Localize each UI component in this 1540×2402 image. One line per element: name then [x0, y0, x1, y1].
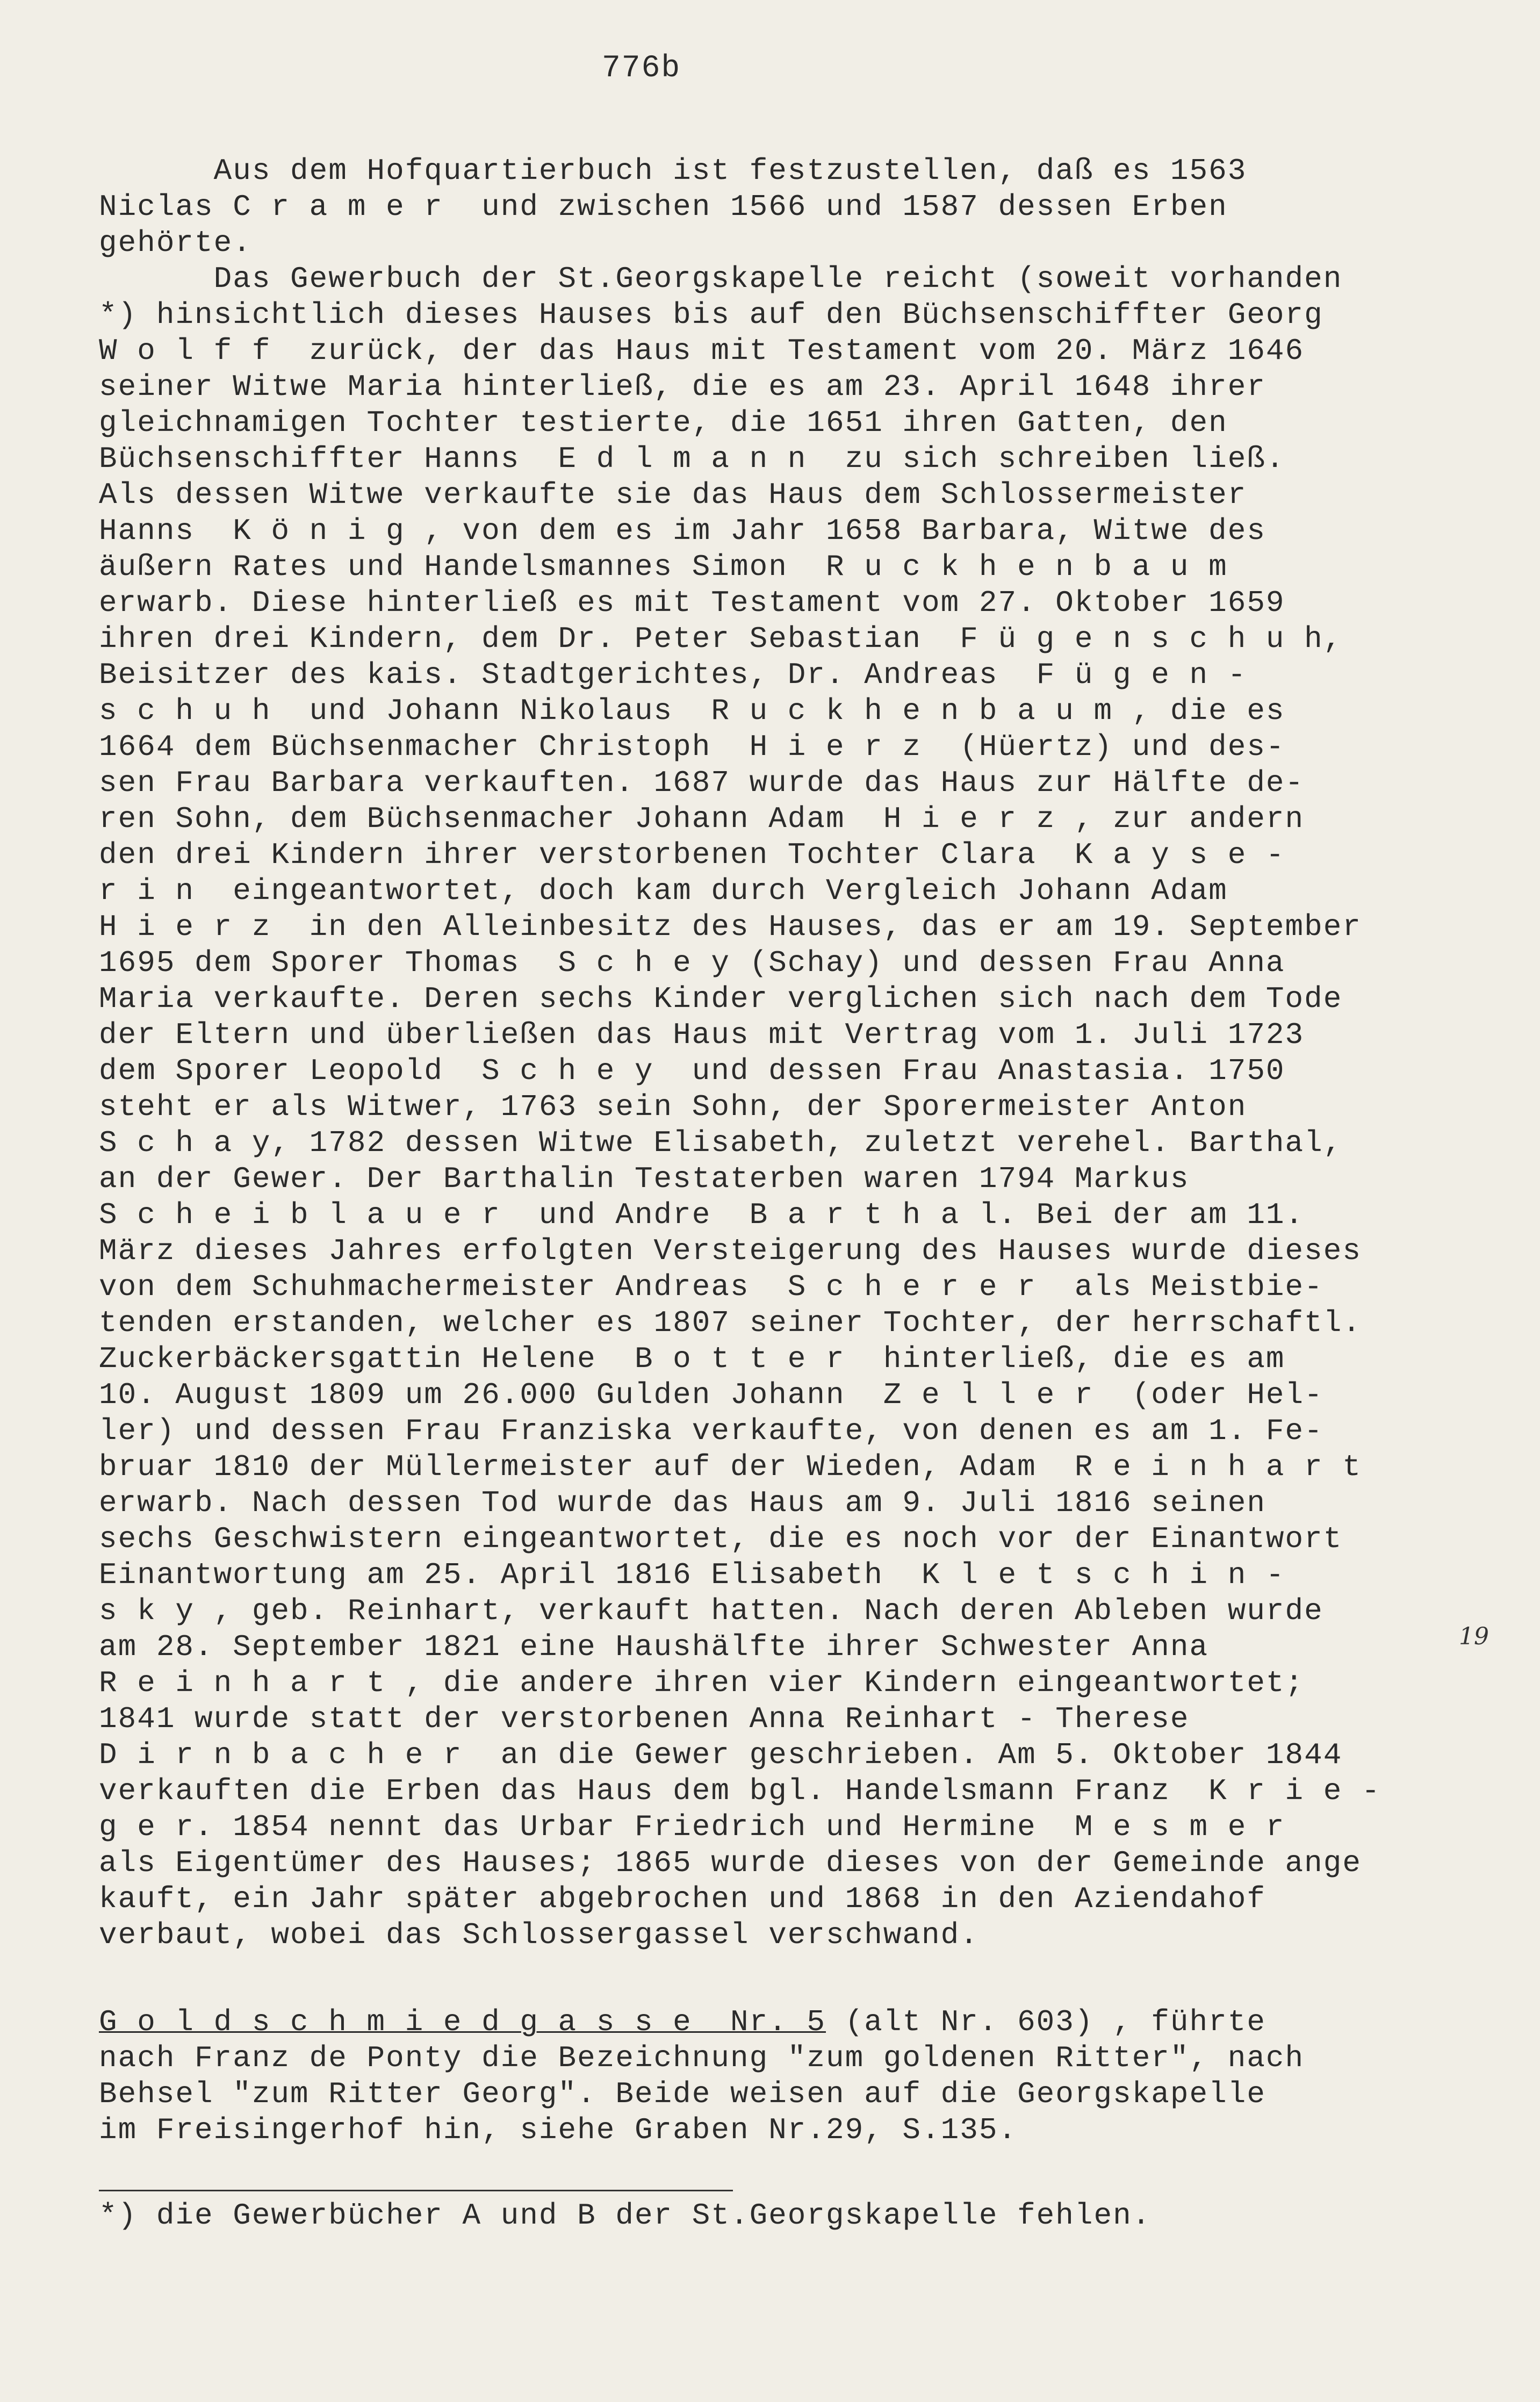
text-line: kauft, ein Jahr später abgebrochen und 1868 in den Aziendahof: [99, 1882, 1266, 1916]
text-line: am 28. September 1821 eine Haushälfte ihrer Schwester Anna: [99, 1630, 1209, 1664]
text-line: *) hinsichtlich dieses Hauses bis auf den Büchsenschiffter Georg: [99, 298, 1323, 332]
text-line: ihren drei Kindern, dem Dr. Peter Sebastian F ü g e n s c h u h,: [99, 622, 1343, 656]
text-line: Behsel "zum Ritter Georg". Beide weisen auf die Georgskapelle: [99, 2077, 1266, 2111]
text-line: D i r n b a c h e r an die Gewer geschrieben. Am 5. Oktober 1844: [99, 1738, 1343, 1772]
text-line: der Eltern und überließen das Haus mit Vertrag vom 1. Juli 1723: [99, 1018, 1305, 1052]
text-line: äußern Rates und Handelsmannes Simon R u c k h e n b a u m: [99, 550, 1228, 584]
text-line: s k y , geb. Reinhart, verkauft hatten. Nach deren Ableben wurde: [99, 1594, 1323, 1628]
text-line: Beisitzer des kais. Stadtgerichtes, Dr. Andreas F ü g e n -: [99, 658, 1247, 692]
page-number: 776b: [602, 51, 681, 86]
text-line: im Freisingerhof hin, siehe Graben Nr.29, S.135.: [99, 2113, 1018, 2147]
text-line: ren Sohn, dem Büchsenmacher Johann Adam H i e r z , zur andern: [99, 802, 1305, 836]
text-line: r i n eingeantwortet, doch kam durch Vergleich Johann Adam: [99, 874, 1228, 908]
text-line: Aus dem Hofquartierbuch ist festzustellen, daß es 1563: [99, 154, 1247, 188]
text-line: dem Sporer Leopold S c h e y und dessen Frau Anastasia. 1750: [99, 1054, 1285, 1088]
text-line: März dieses Jahres erfolgten Versteigerung des Hauses wurde dieses: [99, 1234, 1362, 1268]
text-line: sechs Geschwistern eingeantwortet, die es noch vor der Einantwort: [99, 1522, 1343, 1556]
text-line: Als dessen Witwe verkaufte sie das Haus dem Schlossermeister: [99, 478, 1247, 512]
text-line: g e r. 1854 nennt das Urbar Friedrich und Hermine M e s m e r: [99, 1810, 1285, 1844]
text-line: verkauften die Erben das Haus dem bgl. Handelsmann Franz K r i e -: [99, 1774, 1381, 1808]
footnote-text: *) die Gewerbücher A und B der St.Georgskapelle fehlen.: [99, 2198, 1152, 2233]
text-line: nach Franz de Ponty die Bezeichnung "zum goldenen Ritter", nach: [99, 2041, 1305, 2075]
text-line: von dem Schuhmachermeister Andreas S c h e r e r als Meistbie-: [99, 1270, 1323, 1304]
text-line: gehörte.: [99, 226, 252, 260]
text-line: Niclas C r a m e r und zwischen 1566 und 1587 dessen Erben: [99, 190, 1228, 224]
text-line: Das Gewerbuch der St.Georgskapelle reicht (soweit vorhanden: [99, 262, 1343, 296]
text-line: Einantwortung am 25. April 1816 Elisabeth K l e t s c h i n -: [99, 1558, 1285, 1592]
text-line: bruar 1810 der Müllermeister auf der Wieden, Adam R e i n h a r t: [99, 1450, 1362, 1484]
text-line: erwarb. Diese hinterließ es mit Testament vom 27. Oktober 1659: [99, 586, 1285, 620]
handwritten-footnote-mark: 19: [1459, 1623, 1489, 1650]
text-line: erwarb. Nach dessen Tod wurde das Haus am 9. Juli 1816 seinen: [99, 1486, 1266, 1520]
body-paragraph-2: [99, 2004, 1517, 2148]
text-line: R e i n h a r t , die andere ihren vier Kindern eingeantwortet;: [99, 1666, 1305, 1700]
footnote-separator: [99, 2190, 733, 2191]
text-line: G o l d s c h m i e d g a s s e Nr. 5 (alt Nr. 603) , führte: [99, 2005, 1266, 2039]
text-line: Büchsenschiffter Hanns E d l m a n n zu sich schreiben ließ.: [99, 442, 1285, 476]
text-line: W o l f f zurück, der das Haus mit Testament vom 20. März 1646: [99, 334, 1305, 368]
text-line: Zuckerbäckersgattin Helene B o t t e r hinterließ, die es am: [99, 1342, 1285, 1376]
text-line: Maria verkaufte. Deren sechs Kinder verglichen sich nach dem Tode: [99, 982, 1343, 1016]
text-line: S c h e i b l a u e r und Andre B a r t h a l. Bei der am 11.: [99, 1198, 1305, 1232]
text-line: verbaut, wobei das Schlossergassel verschwand.: [99, 1918, 979, 1952]
text-line: gleichnamigen Tochter testierte, die 1651 ihren Gatten, den: [99, 406, 1228, 440]
text-line: als Eigentümer des Hauses; 1865 wurde dieses von der Gemeinde ange: [99, 1846, 1362, 1880]
text-line: seiner Witwe Maria hinterließ, die es am 23. April 1648 ihrer: [99, 370, 1266, 404]
text-line: sen Frau Barbara verkauften. 1687 wurde das Haus zur Hälfte de-: [99, 766, 1305, 800]
body-paragraph-1: [99, 153, 1517, 1953]
text-line: tenden erstanden, welcher es 1807 seiner Tochter, der herrschaftl.: [99, 1306, 1362, 1340]
text-line: Hanns K ö n i g , von dem es im Jahr 1658 Barbara, Witwe des: [99, 514, 1266, 548]
text-line: 1664 dem Büchsenmacher Christoph H i e r z (Hüertz) und des-: [99, 730, 1285, 764]
text-line: 10. August 1809 um 26.000 Gulden Johann Z e l l e r (oder Hel-: [99, 1378, 1323, 1412]
text-line: 1841 wurde statt der verstorbenen Anna Reinhart - Therese: [99, 1702, 1190, 1736]
text-line: ler) und dessen Frau Franziska verkaufte, von denen es am 1. Fe-: [99, 1414, 1323, 1448]
text-line: den drei Kindern ihrer verstorbenen Tochter Clara K a y s e -: [99, 838, 1285, 872]
text-line: S c h a y, 1782 dessen Witwe Elisabeth, zuletzt verehel. Barthal,: [99, 1126, 1343, 1160]
text-line: s c h u h und Johann Nikolaus R u c k h e n b a u m , die es: [99, 694, 1285, 728]
text-line: H i e r z in den Alleinbesitz des Hauses, das er am 19. September: [99, 910, 1362, 944]
text-line: 1695 dem Sporer Thomas S c h e y (Schay) und dessen Frau Anna: [99, 946, 1285, 980]
text-line: an der Gewer. Der Barthalin Testaterben waren 1794 Markus: [99, 1162, 1190, 1196]
text-line: steht er als Witwer, 1763 sein Sohn, der Sporermeister Anton: [99, 1090, 1247, 1124]
